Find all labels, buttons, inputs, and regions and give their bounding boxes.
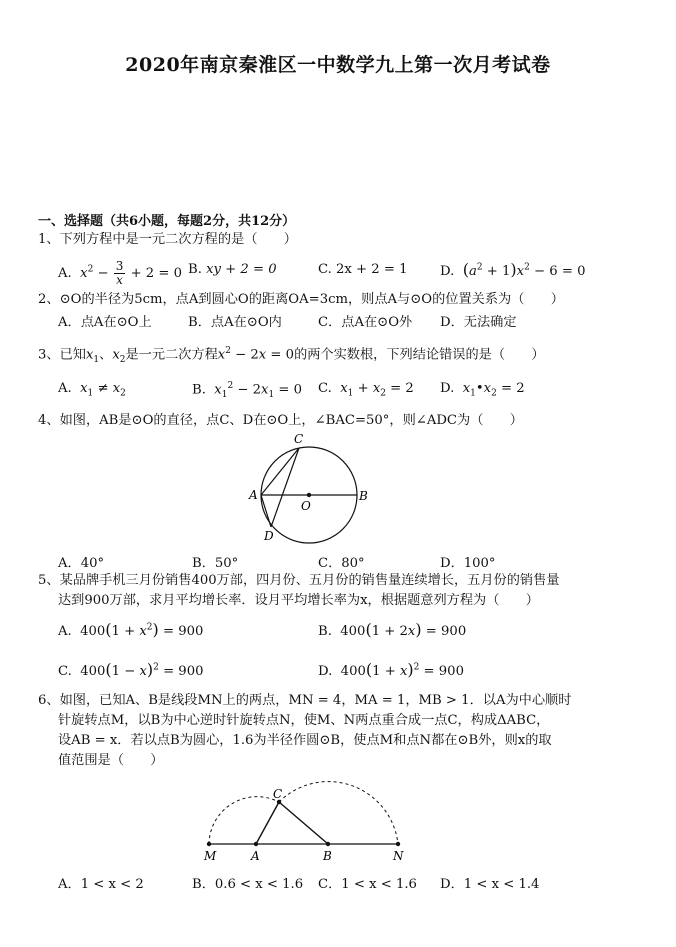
q1-option-d-letter: D. (440, 264, 455, 279)
label-a: A (251, 849, 260, 863)
q6-option-a[interactable]: A．1 < x < 2 (58, 877, 144, 892)
q4-option-b[interactable]: B．50° (192, 556, 239, 571)
point-a (254, 842, 258, 846)
segment-bc (279, 802, 328, 844)
q4-stem: 4、如图，AB是⊙O的直径，点C、D在⊙O上，∠BAC=50°，则∠ADC为（ ） (38, 413, 523, 428)
q3-option-d[interactable]: D. $x_1•x_2 = 2$ (440, 381, 525, 399)
label-c: C (294, 432, 304, 446)
chord-cd (271, 448, 299, 527)
q6-option-b[interactable]: B．0.6 < x < 1.6 (192, 877, 304, 892)
q6-stem-line1: 6、如图，已知A、B是线段MN上的两点，MN = 4，MA = 1，MB > 1．以A为中心顺时 (38, 693, 572, 708)
center-point (307, 493, 311, 497)
q5-option-b[interactable]: B. 400(1 + 2x) = 900 (318, 620, 467, 639)
q1-stem: 1、下列方程中是一元二次方程的是（ ） (38, 232, 297, 247)
q3-option-a[interactable]: A. $x_1 \ne x_2$ (58, 381, 126, 399)
q5-option-d[interactable]: D. $400(1 + x)^2 = 900$ (318, 660, 464, 679)
q5-option-c[interactable]: C. $400(1 - x)^2 = 900$ (58, 660, 204, 679)
q1-option-c-letter: C. (318, 262, 332, 277)
q2-option-c[interactable]: C．点A在⊙O外 (318, 315, 413, 330)
q4-circle-figure (245, 428, 375, 548)
section-heading: 一、选择题（共6小题，每题2分，共12分） (38, 214, 296, 229)
label-b: B (323, 849, 332, 863)
q5-option-a[interactable]: A. $400(1 + x^2) = 900$ (58, 620, 204, 639)
q2-stem: 2、⊙O的半径为5cm，点A到圆心O的距离OA=3cm，则点A与⊙O的位置关系为（ ） (38, 292, 564, 307)
q6-option-c[interactable]: C．1 < x < 1.6 (318, 877, 417, 892)
arc-right (279, 782, 398, 844)
q1-option-a-letter: A. (58, 266, 72, 281)
label-m: M (204, 849, 217, 863)
label-c: C (273, 787, 283, 801)
q1-option-d[interactable] (440, 260, 585, 279)
q6-stem-line4: 值范围是（ ） (58, 753, 164, 768)
q2-option-d[interactable]: D．无法确定 (440, 315, 517, 330)
q5-stem-line2: 达到900万部，求月平均增长率．设月平均增长率为x，根据题意列方程为（ ） (58, 593, 539, 608)
q1-option-b[interactable] (188, 262, 277, 277)
point-m (207, 842, 211, 846)
label-a: A (249, 488, 258, 502)
q1-option-c-expr: 2x + 2 = 1 (336, 262, 408, 277)
q6-option-d[interactable]: D．1 < x < 1.4 (440, 877, 540, 892)
q6-stem-line2: 针旋转点M，以B为中心逆时针旋转点N，使M、N两点重合成一点C，构成ΔABC， (58, 713, 550, 728)
q3-option-c[interactable]: C. $x_1 + x_2 = 2$ (318, 381, 414, 399)
q2-option-a[interactable]: A．点A在⊙O上 (58, 315, 152, 330)
q1-option-b-expr: xy + 2 = 0 (206, 262, 277, 277)
q1-option-c[interactable] (318, 262, 408, 277)
q4-option-d[interactable]: D．100° (440, 556, 496, 571)
chord-ad (261, 495, 271, 527)
q3-option-b[interactable]: B. $x_1^2 - 2x_1 = 0$ (192, 381, 303, 401)
q3-stem: 3、已知$x_1$、$x_2$是一元二次方程$x^2 - 2x = 0$的两个实数根，下列结论错误的是（ ） (38, 346, 545, 366)
q2-option-b[interactable]: B．点A在⊙O内 (188, 315, 282, 330)
label-b: B (359, 489, 368, 503)
q1-option-b-letter: B. (188, 262, 202, 277)
q1-option-a[interactable] (58, 260, 182, 287)
point-b (326, 842, 330, 846)
point-n (396, 842, 400, 846)
label-o: O (301, 499, 311, 513)
q1-option-a-expr: $x^2$ − $\frac{3}{x}$ + 2 = 0 (80, 259, 183, 287)
q6-stem-line3: 设AB = x．若以点B为圆心，1.6为半径作圆⊙B，使点M和点N都在⊙B外，则x的取 (58, 733, 552, 748)
segment-ac (256, 802, 279, 844)
exam-title: 2020年南京秦淮区一中数学九上第一次月考试卷 (125, 54, 551, 76)
q4-option-c[interactable]: C．80° (318, 556, 365, 571)
label-n: N (393, 849, 404, 863)
q1-option-d-expr: $(a^2 + 1)x^2 - 6 = 0$ (462, 260, 586, 279)
label-d: D (264, 529, 274, 543)
q5-stem-line1: 5、某品牌手机三月份销售400万部，四月份、五月份的销售量连续增长，五月份的销售量 (38, 573, 560, 588)
q6-segment-figure (195, 780, 420, 865)
q4-option-a[interactable]: A．40° (58, 556, 105, 571)
